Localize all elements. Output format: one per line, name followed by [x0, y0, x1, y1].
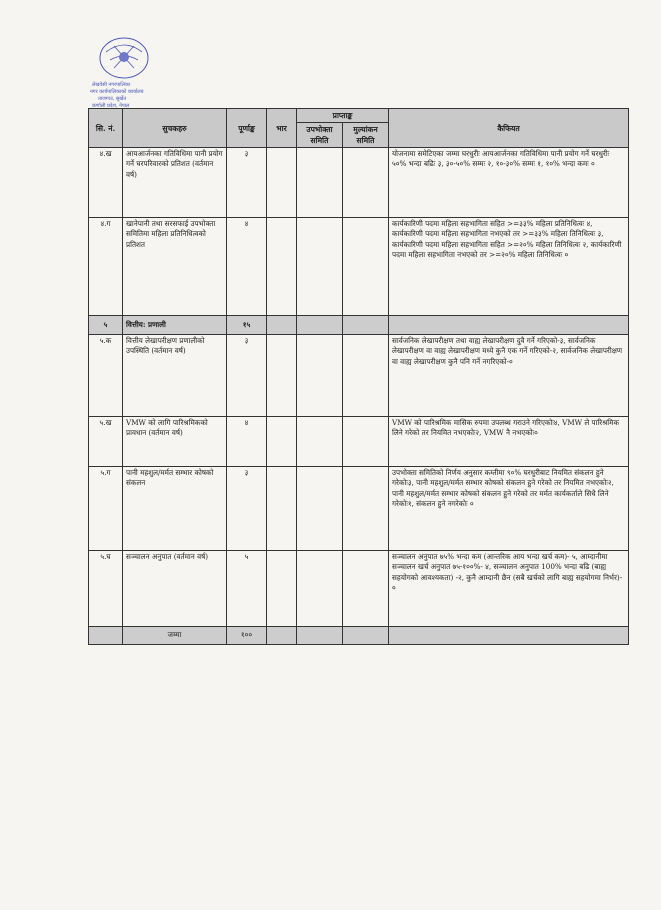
- row-sn: ४.ख: [89, 148, 123, 218]
- row-user-score: [297, 148, 343, 218]
- table-row: [89, 467, 629, 551]
- evaluation-table: [88, 108, 629, 645]
- row-indicator: VMW को लागि पारिश्रमिकको प्रावधान (वर्तमान वर्ष): [123, 417, 227, 467]
- row-user-score: [297, 551, 343, 627]
- table-row: [89, 335, 629, 417]
- row-indicator: वित्तीय लेखापरीक्षण प्रणालीको उपस्थिति (वर्तमान वर्ष): [123, 335, 227, 417]
- row-weight: [267, 335, 297, 417]
- row-remarks: उपभोक्ता समितिको निर्णय अनुसार कम्तीमा ९०% घरधुरीबाट नियमित संकलन हुने गरेकोः३, पानी महशुल/मर्मत सम्भार कोषको संकलन हुने गरेको तर नियमित नभएकोः२, पानी महशुल/मर्मत सम्भार कोषको संकलन हुने गरेको तर मर्मत कार्यकर्ताले सिधै लिने गरेकोः१, संकलन हुने नगरेकोः ०: [389, 467, 629, 551]
- row-sn: ५.ख: [89, 417, 123, 467]
- row-user-score: [297, 467, 343, 551]
- row-eval-score: [343, 148, 389, 218]
- municipality-stamp: [84, 28, 160, 120]
- row-full-marks: ४: [227, 417, 267, 467]
- row-user-score: [297, 218, 343, 316]
- header-obtained: प्राप्ताङ्क: [297, 109, 389, 123]
- stamp-line-3: ताजगाउ, सुर्खेत: [98, 96, 127, 102]
- table-row: [89, 551, 629, 627]
- row-remarks: कार्यकारिणी पदमा महिला सहभागिता सहित >=३३% महिला प्रतिनिधित्वः ४, कार्यकारिणी पदमा महिला सहभागिता नभएको तर >=३३% महिला तिनिधित्वः ३, कार्यकारिणी पदमा महिला सहभागिता सहित >=२०% महिला तिनिधित्वः २, कार्यकारिणी पदमा महिला सहभागिता नभएको तर >=२०% महिला तिनिधित्वः ०: [389, 218, 629, 316]
- row-full-marks: ३: [227, 467, 267, 551]
- row-weight: [267, 148, 297, 218]
- row-sn: ५.क: [89, 335, 123, 417]
- stamp-line-4: कर्णाली प्रदेश, नेपाल: [92, 103, 130, 109]
- header-full-marks: पूर्णाङ्क: [227, 109, 267, 148]
- row-sn: ५.घ: [89, 551, 123, 627]
- row-weight: [267, 551, 297, 627]
- row-weight: [267, 467, 297, 551]
- row-eval-score: [343, 551, 389, 627]
- row-eval-score: [343, 467, 389, 551]
- total-full-marks: १००: [227, 627, 267, 645]
- row-indicator: सञ्चालन अनुपात (वर्तमान वर्ष): [123, 551, 227, 627]
- row-eval-score: [343, 417, 389, 467]
- row-indicator: आयआर्जनका गतिविधिमा पानी प्रयोग गर्ने घरपरिवारको प्रतिशत (वर्तमान वर्ष): [123, 148, 227, 218]
- row-indicator: खानेपानी तथा सरसफाई उपभोक्ता समितिमा महिला प्रतिनिधित्वको प्रतिशत: [123, 218, 227, 316]
- row-eval-score: [343, 218, 389, 316]
- row-indicator: पानी महशुल/मर्मत सम्भार कोषको संकलन: [123, 467, 227, 551]
- row-remarks: सञ्चालन अनुपात ७५% भन्दा कम (आन्तरिक आय भन्दा खर्च कम)- ५, आम्दानीमा सञ्चालन खर्च अनुपात ७५-१००%- ४, सञ्चालन अनुपात 100% भन्दा बढि (बाह्य सहयोगको आवश्यकता) -२, कुनै आम्दानी छैन (सबै खर्चको लागि बाह्य सहयोगमा निर्भर)- ०: [389, 551, 629, 627]
- row-sn: ४.ग: [89, 218, 123, 316]
- header-indicator: सुचकहरु: [123, 109, 227, 148]
- table-row: [89, 218, 629, 316]
- section-full-marks: १५: [227, 316, 267, 335]
- row-user-score: [297, 417, 343, 467]
- table-row: [89, 417, 629, 467]
- stamp-line-1: लेखवेसी नगरपालिका: [92, 82, 131, 88]
- row-user-score: [297, 335, 343, 417]
- header-user-committee: उपभोक्ता समिति: [297, 123, 343, 148]
- total-row: [89, 627, 629, 645]
- row-full-marks: ५: [227, 551, 267, 627]
- table-row: [89, 148, 629, 218]
- header-sn: सि. नं.: [89, 109, 123, 148]
- row-full-marks: ४: [227, 218, 267, 316]
- header-eval-committee: मुल्यांकन समिति: [343, 123, 389, 148]
- total-label: जम्मा: [123, 627, 227, 645]
- row-full-marks: ३: [227, 335, 267, 417]
- stamp-seal-icon: [84, 28, 160, 120]
- row-weight: [267, 218, 297, 316]
- row-remarks: सार्वजनिक लेखापरीक्षण तथा वाह्य लेखापरीक्षण दुवै गर्ने गरिएको-३, सार्वजनिक लेखापरीक्षण वा वाह्य लेखापरीक्षण मध्ये कुनै एक गर्ने गरिएको-२, सार्वजनिक लेखापरीक्षण वा वाह्य लेखापरीक्षण कुनै पनि गर्ने नगरिएको-०: [389, 335, 629, 417]
- section-row: [89, 316, 629, 335]
- stamp-line-2: नगर कार्यपालिकाको कार्यालय: [90, 89, 144, 95]
- row-remarks: VMW को पारिश्रमिक मासिक रुपमा उपलब्ध गराउने गरिएकोः४, VMW ले पारिश्रमिक लिने गरेको तर नियमित नभएकोः२, VMW नै नभएकोः०: [389, 417, 629, 467]
- row-remarks: योजनामा समेटिएका जम्मा घरधुरीः आयआर्जनका गतिविधिमा पानी प्रयोग गर्ने घरधुरीः ५०% भन्दा बढिः ३, ३०-५०% सम्मः २, १०-३०% सम्मः १, १०% भन्दा कमः ०: [389, 148, 629, 218]
- row-full-marks: ३: [227, 148, 267, 218]
- row-sn: ५.ग: [89, 467, 123, 551]
- section-title: वित्तीय: प्रणाली: [123, 316, 227, 335]
- header-weight: भार: [267, 109, 297, 148]
- header-remarks: कैफियत: [389, 109, 629, 148]
- row-eval-score: [343, 335, 389, 417]
- row-weight: [267, 417, 297, 467]
- section-sn: ५: [89, 316, 123, 335]
